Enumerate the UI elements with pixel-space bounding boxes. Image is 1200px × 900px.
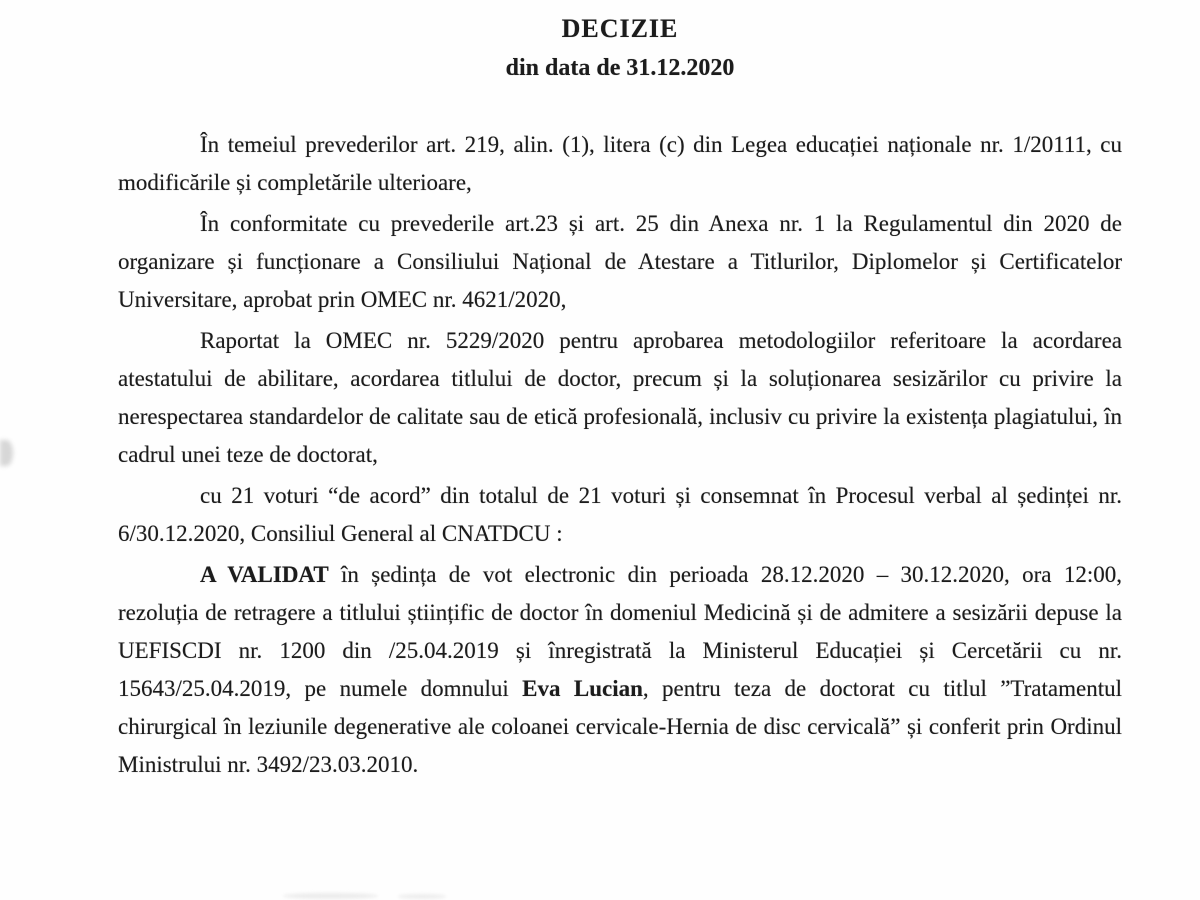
paragraph bbox=[118, 322, 1122, 474]
paragraph bbox=[118, 477, 1122, 553]
document-body bbox=[118, 126, 1122, 784]
text-segment: Raportat la OMEC nr. 5229/2020 pentru aprobarea metodologiilor referitoare la acordarea atestatului de abilitare, acordarea titlului de doctor, precum și la soluționarea sesizărilor cu privire la nerespectarea standardelor de calitate sau de etică profesională, inclusiv cu privire la existența plagiatului, în cadrul unei teze de doctorat, bbox=[118, 328, 1122, 467]
scan-artifact-bottom bbox=[398, 894, 446, 899]
document-title: DECIZIE bbox=[561, 14, 679, 43]
text-segment: A VALIDAT bbox=[200, 562, 329, 587]
paragraph bbox=[118, 205, 1122, 319]
text-segment: Eva Lucian bbox=[522, 676, 643, 701]
text-segment: cu 21 voturi “de acord” din totalul de 21 voturi și consemnat în Procesul verbal al ședinței nr. 6/30.12.2020, Consiliul General al CNATDCU : bbox=[118, 483, 1122, 546]
document-header bbox=[118, 14, 1122, 82]
text-segment: În conformitate cu prevederile art.23 și art. 25 din Anexa nr. 1 la Regulamentul din 2020 de organizare și funcționare a Consiliului Național de Atestare a Titlurilor, Diplomelor și Certificatelor Universitare, aprobat prin OMEC nr. 4621/2020, bbox=[118, 211, 1122, 312]
paragraph bbox=[118, 126, 1122, 202]
text-segment: În temeiul prevederilor art. 219, alin. (1), litera (c) din Legea educației naționale nr. 1/20111, cu modificările și completările ulterioare, bbox=[118, 132, 1122, 195]
text-segment: , pentru teza de doctorat cu titlul ”Tratamentul chirurgical în leziunile degenerative ale coloanei cervicale-Hernia de disc cervicală” și conferit prin Ordinul Ministrului nr. 3492/23.03.2010. bbox=[118, 676, 1122, 777]
text-segment: în ședința de vot electronic din perioada 28.12.2020 – 30.12.2020, ora 12:00, rezoluția de retragere a titlului științific de doctor în domeniul Medicină și de admitere a sesizării depuse la UEFISCDI nr. 1200 din /25.04.2019 și înregistrată la Ministerul Educației și Cercetării cu nr. 15643/25.04.2019, pe numele domnului bbox=[118, 562, 1123, 701]
scan-artifact-bottom bbox=[283, 893, 378, 899]
paragraph bbox=[118, 556, 1122, 784]
scan-artifact-left-edge bbox=[0, 440, 13, 466]
document-date: din data de 31.12.2020 bbox=[505, 55, 735, 81]
